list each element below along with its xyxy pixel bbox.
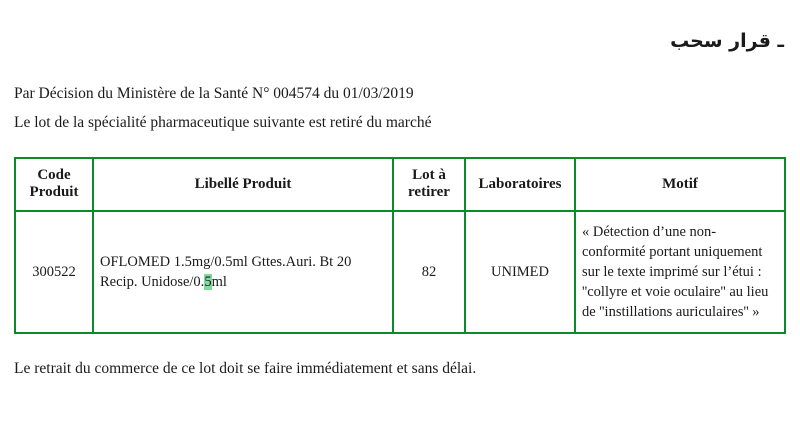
arabic-title: ـ قرار سحب	[670, 30, 784, 52]
table-header-row	[15, 158, 785, 211]
column-header-laboratoire: Laboratoires	[465, 158, 575, 211]
intro-block	[14, 82, 786, 135]
libelle-text-part-1: OFLOMED 1.5mg/0.5ml Gttes.Auri. Bt 20 Recip. Unidose/0.	[100, 253, 352, 290]
column-header-libelle: Libellé Produit	[93, 158, 393, 211]
libelle-text-part-2: ml	[211, 273, 227, 290]
cell-motif: « Détection d’une non-conformité portant uniquement sur le texte imprimé sur l’étui : ''collyre et voie oculaire'' au lieu de ''instillations auriculaires'' »	[575, 211, 785, 333]
document-page	[0, 30, 800, 430]
footer-note: Le retrait du commerce de ce lot doit se faire immédiatement et sans délai.	[14, 359, 477, 377]
table-row	[15, 211, 785, 333]
cell-laboratoire: UNIMED	[465, 211, 575, 333]
cell-lot-a-retirer: 82	[393, 211, 465, 333]
cell-libelle-produit	[93, 211, 393, 333]
libelle-highlighted-digit: 5	[204, 273, 212, 290]
withdrawal-table	[14, 157, 786, 334]
withdrawal-statement-line: Le lot de la spécialité pharmaceutique suivante est retiré du marché	[14, 114, 432, 132]
column-header-code: Code Produit	[15, 158, 93, 211]
column-header-lot: Lot à retirer	[393, 158, 465, 211]
column-header-motif: Motif	[575, 158, 785, 211]
decision-reference-line: Par Décision du Ministère de la Santé N° 004574 du 01/03/2019	[14, 85, 414, 102]
cell-code-produit: 300522	[15, 211, 93, 333]
